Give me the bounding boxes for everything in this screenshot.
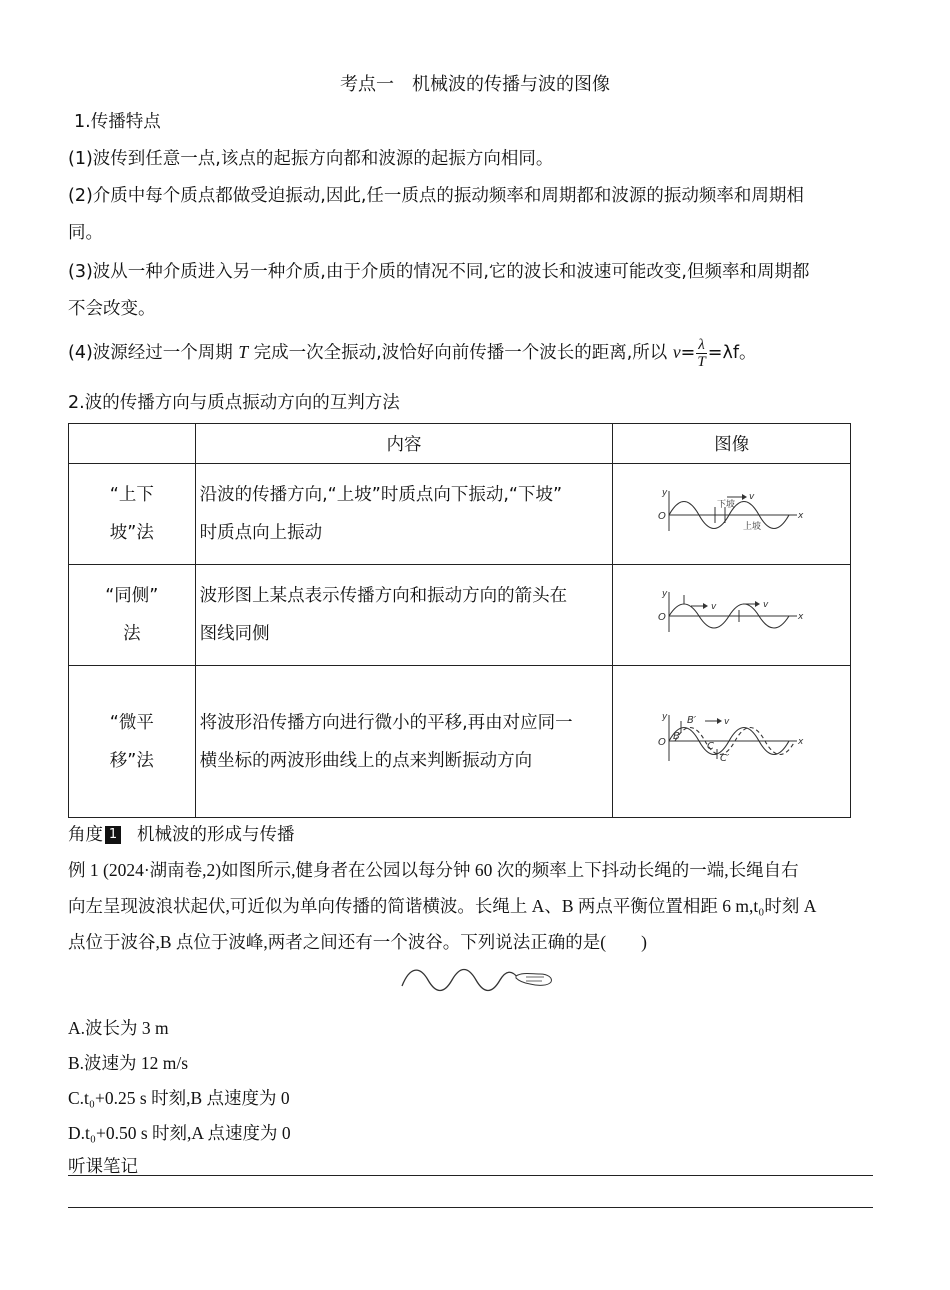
v-label: v (710, 601, 717, 612)
option-c: C.t₀+0.25 s 时刻,B 点速度为 0 (68, 1088, 290, 1108)
table-header-cell (69, 424, 196, 464)
method-name-line: 坡”法 (109, 523, 154, 543)
v-label: v (762, 599, 769, 610)
method-figure (613, 464, 851, 565)
method-name (69, 666, 196, 818)
method-name-line: 法 (123, 624, 141, 644)
method-name-line: 移”法 (109, 750, 154, 771)
notes-rule (68, 1175, 873, 1176)
origin-label: O (657, 737, 666, 748)
y-label: y (661, 588, 668, 599)
table-header-row (69, 424, 851, 464)
section-1-heading: 1.传播特点 (74, 112, 161, 132)
option-d: D.t₀+0.50 s 时刻,A 点速度为 0 (68, 1123, 291, 1143)
origin-label: O (657, 510, 666, 522)
option-b: B.波速为 12 m/s (68, 1053, 189, 1073)
symbol-v: v (672, 342, 681, 362)
upslope-label: 上坡 (742, 521, 761, 532)
content-line: 沿波的传播方向,“上坡”时质点向下振动,“下坡” (199, 485, 563, 505)
notes-rule (68, 1207, 873, 1208)
method-name (69, 565, 196, 666)
equals-sign: = (680, 343, 696, 363)
hand-icon (516, 974, 551, 986)
example-line-1: 例 1 (2024·湖南卷,2)如图所示,健身者在公园以每分钟 60 次的频率上下抖动长绳的一端,长绳自右 (68, 860, 799, 880)
method-name-line: “微平 (109, 712, 154, 733)
fraction-numerator: λ (698, 336, 705, 353)
wave-figure-up-down-slope (657, 487, 807, 537)
arrow-head (755, 601, 760, 607)
v-label: v (723, 717, 730, 727)
paragraph-3-line-1: (3)波从一种介质进入另一种介质,由于介质的情况不同,它的波长和波速可能改变,但频率和周期都 (68, 262, 810, 282)
x-label: x (797, 510, 804, 521)
methods-table (68, 423, 851, 818)
v-label: v (748, 491, 755, 502)
content-line: 横坐标的两波形曲线上的点来判断振动方向 (199, 750, 533, 771)
example-line-3: 点位于波谷,B 点位于波峰,两者之间还有一个波谷。下列说法正确的是( ) (68, 932, 647, 952)
point-c-label: C (706, 741, 714, 752)
point-b-prime-label: B′ (686, 715, 696, 726)
method-content (195, 565, 613, 666)
arrow-head (703, 603, 708, 609)
fraction-denominator: T (697, 353, 706, 370)
notes-heading: 听课笔记 (68, 1157, 138, 1177)
page-title: 考点一 机械波的传播与波的图像 (340, 74, 610, 95)
content-line: 波形图上某点表示传播方向和振动方向的箭头在 (199, 586, 568, 606)
table-header-cell: 内容 (195, 424, 613, 464)
method-content (195, 666, 613, 818)
table-row (69, 464, 851, 565)
table-row (69, 565, 851, 666)
method-name-line: “同侧” (105, 586, 159, 606)
paragraph-4-mid: 完成一次全振动,波恰好向前传播一个波长的距离,所以 (248, 343, 673, 363)
angle-title: 机械波的形成与传播 (137, 825, 295, 845)
table-row (69, 666, 851, 818)
y-label: y (661, 712, 668, 722)
wave-figure-same-side (657, 588, 807, 638)
rope-wave-illustration (398, 960, 558, 1000)
arrow-head (742, 494, 747, 500)
paragraph-4-pre: (4)波源经过一个周期 (68, 343, 239, 363)
content-line: 时质点向上振动 (199, 523, 323, 543)
point-c-prime-label: C′ (719, 753, 729, 764)
paragraph-3-line-2: 不会改变。 (68, 299, 156, 319)
content-line: 图线同侧 (199, 624, 270, 644)
table-header-cell: 图像 (613, 424, 851, 464)
option-a: A.波长为 3 m (68, 1018, 169, 1038)
fraction-lambda-over-T (696, 337, 707, 370)
section-2-heading: 2.波的传播方向与质点振动方向的互判方法 (68, 393, 400, 413)
method-figure (613, 565, 851, 666)
paragraph-1: (1)波传到任意一点,该点的起振方向都和波源的起振方向相同。 (68, 149, 554, 169)
origin-label: O (657, 611, 666, 623)
symbol-T: T (238, 342, 249, 362)
example-line-2: 向左呈现波浪状起伏,可近似为单向传播的简谐横波。长绳上 A、B 两点平衡位置相距 6 m,t₀时刻 A (68, 896, 817, 916)
paragraph-2-line-1: (2)介质中每个质点都做受迫振动,因此,任一质点的振动频率和周期都和波源的振动频率和周期相 (68, 186, 804, 206)
x-label: x (797, 611, 804, 622)
method-figure (613, 666, 851, 818)
point-b-label: B (672, 731, 680, 742)
angle-prefix: 角度 (68, 825, 103, 845)
wave-figure-small-shift (657, 709, 807, 769)
x-label: x (797, 737, 804, 747)
method-name (69, 464, 196, 565)
y-label: y (661, 487, 668, 498)
angle-heading (68, 821, 295, 846)
paragraph-2-line-2: 同。 (68, 223, 103, 243)
arrow-head (717, 718, 722, 724)
rope-curve (402, 970, 518, 991)
paragraph-4-post: =λf。 (707, 343, 757, 363)
angle-number-badge: 1 (105, 826, 121, 844)
method-name-line: “上下 (109, 485, 154, 505)
downslope-label: 下坡 (716, 499, 735, 510)
paragraph-4 (68, 334, 756, 371)
content-line: 将波形沿传播方向进行微小的平移,再由对应同一 (199, 712, 573, 733)
method-content (195, 464, 613, 565)
